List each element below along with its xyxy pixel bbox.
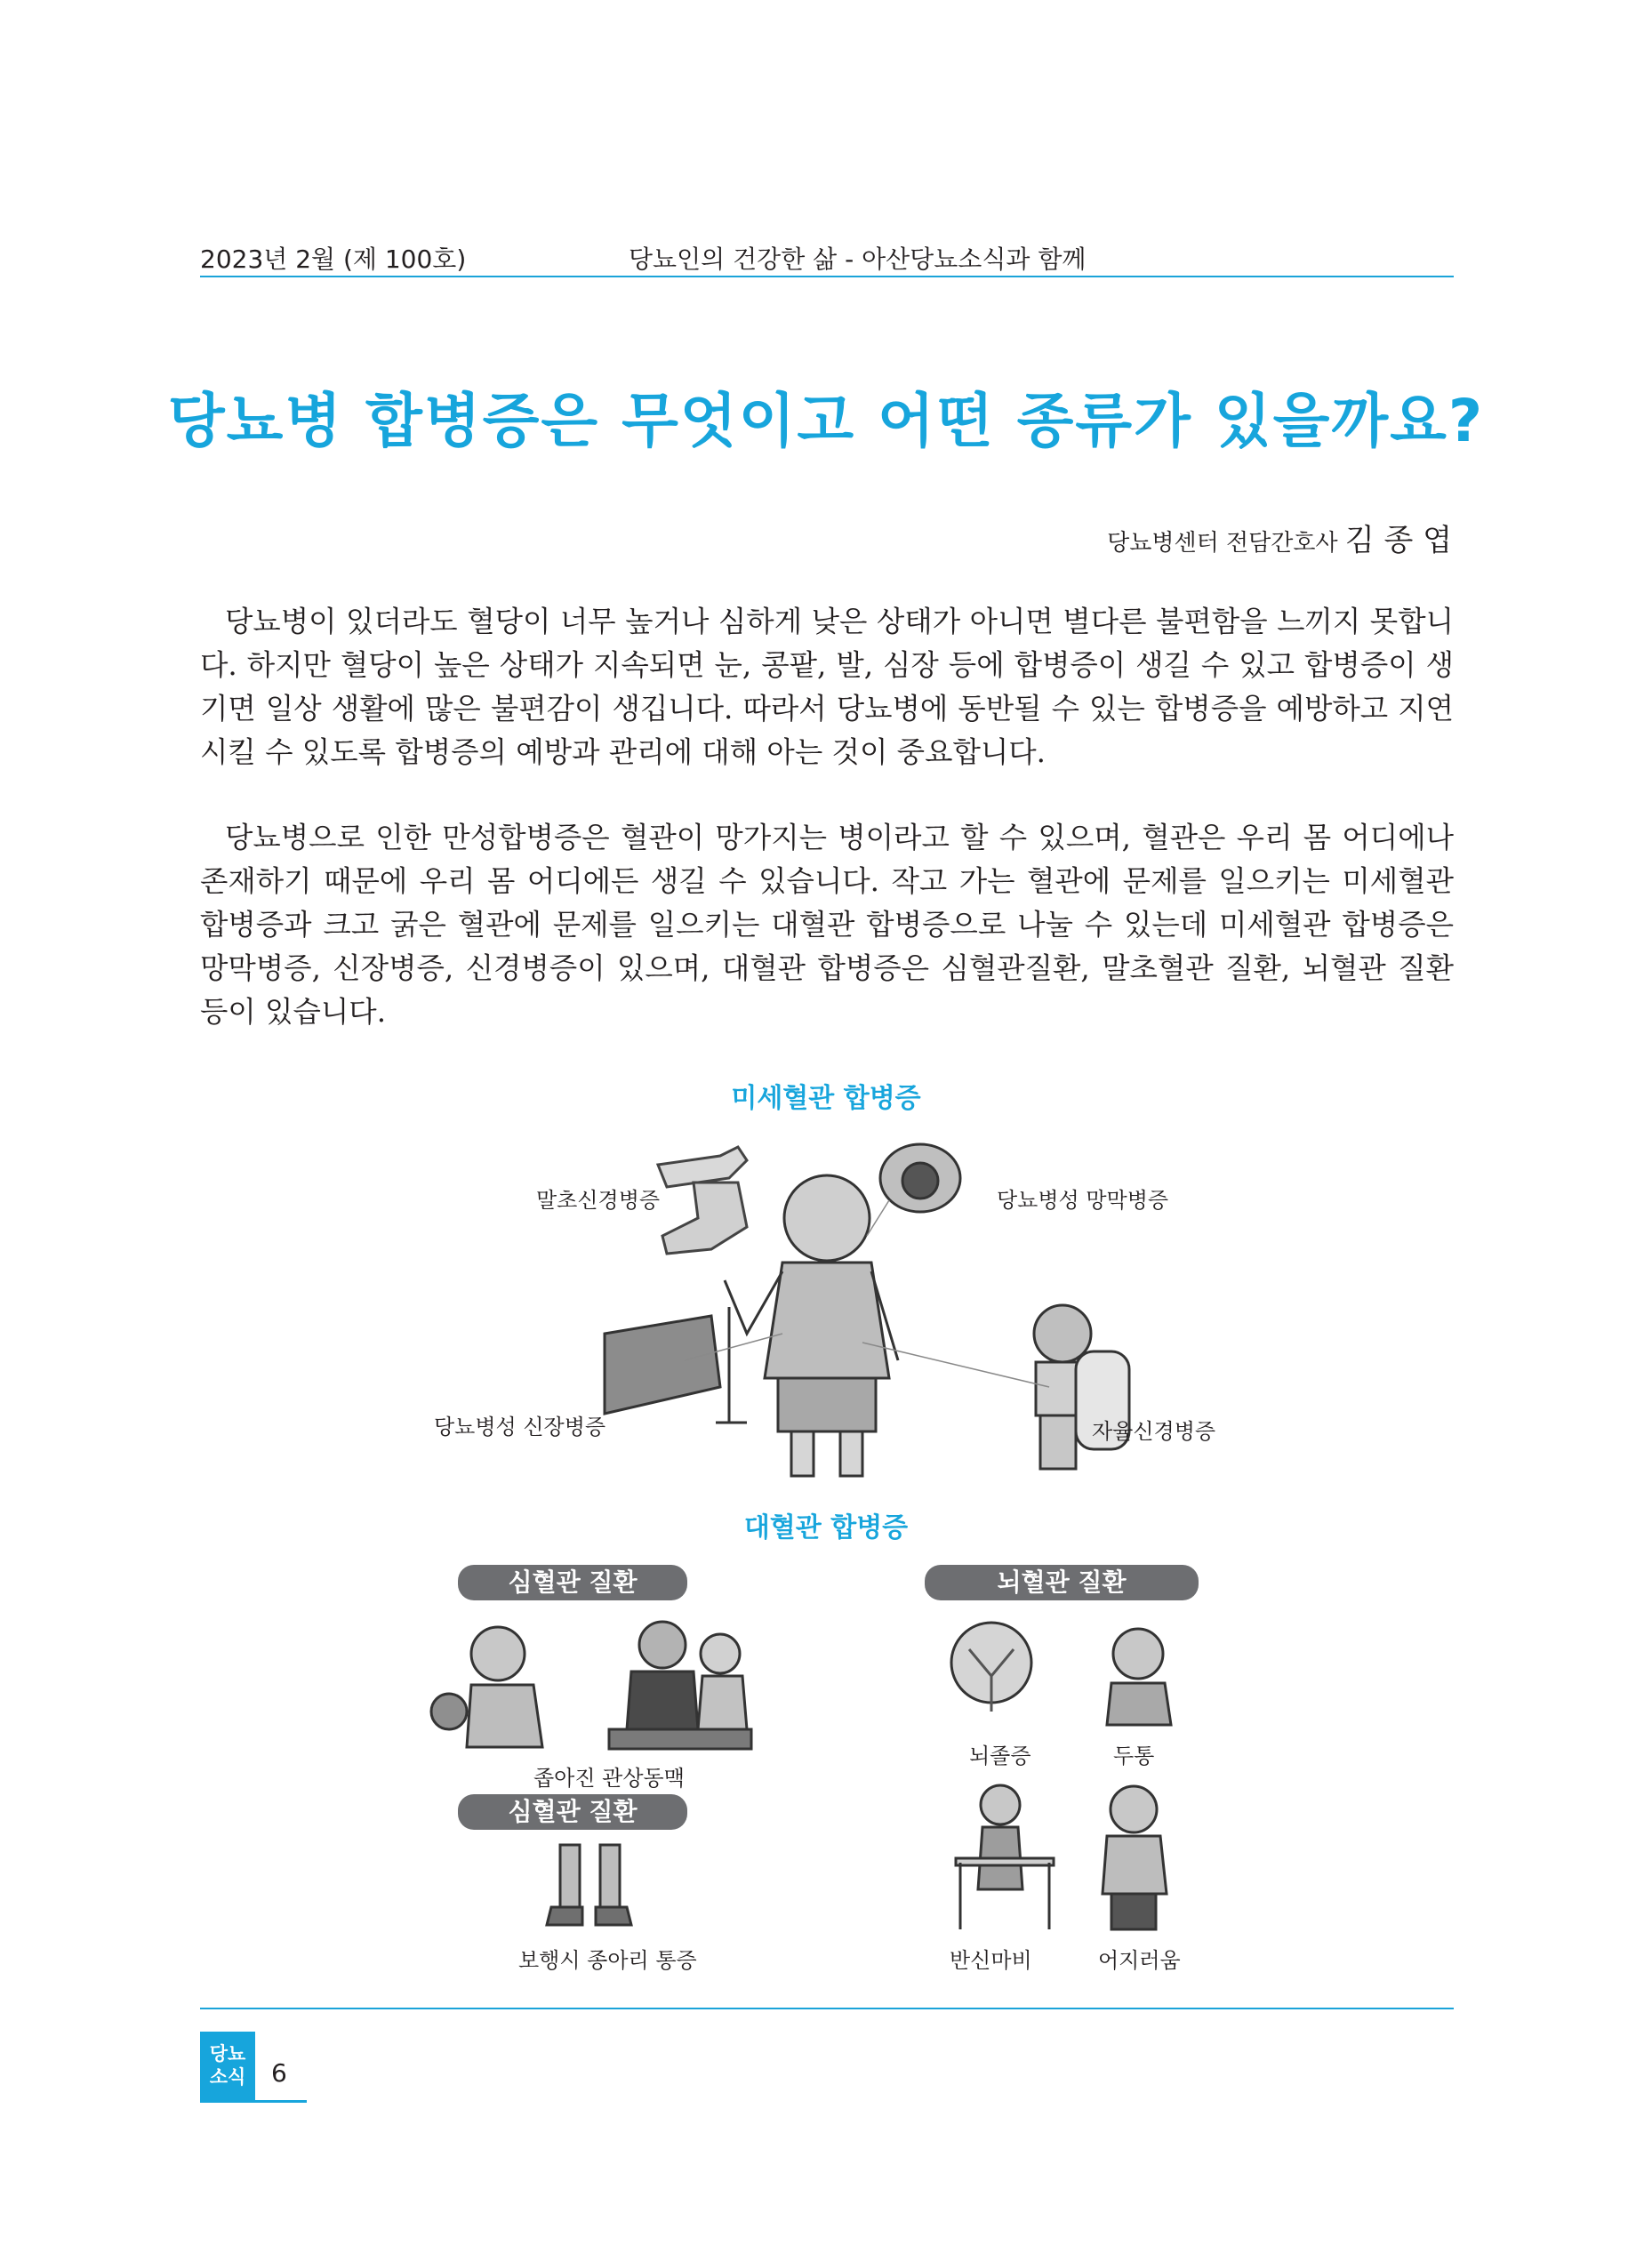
- author-role: 당뇨병센터 전담간호사: [1107, 530, 1338, 557]
- article-title: 당뇨병 합병증은 무엇이고 어떤 종류가 있을까요?: [167, 387, 1485, 455]
- footer-underline: [200, 2100, 307, 2103]
- label-nephropathy: 당뇨병성 신장병증: [434, 1415, 606, 1439]
- macro-heading: 대혈관 합병증: [743, 1512, 909, 1543]
- footer-badge: 당뇨 소식: [200, 2032, 255, 2101]
- label-headache: 두통: [1113, 1744, 1155, 1768]
- legs-illustration: [529, 1840, 654, 1938]
- label-dizziness: 어지러움: [1098, 1948, 1181, 1973]
- micro-heading: 미세혈관 합병증: [731, 1083, 921, 1114]
- label-autonomic: 자율신경병증: [1092, 1419, 1216, 1444]
- cardio-illustration: [427, 1614, 765, 1756]
- publication-title: 당뇨인의 건강한 삶 - 아산당뇨소식과 함께: [629, 245, 1087, 274]
- label-coronary: 좁아진 관상동맥: [533, 1766, 685, 1791]
- man-sketch: [725, 1175, 898, 1476]
- author-byline: [1107, 516, 1452, 559]
- label-hemiplegia: 반신마비: [950, 1948, 1032, 1973]
- cerebro-illustration-2: [934, 1778, 1200, 1934]
- eye-sketch: [880, 1144, 960, 1212]
- hand-sketch: [658, 1147, 747, 1187]
- author-name: 김 종 엽: [1344, 523, 1452, 558]
- foot-sketch: [662, 1183, 747, 1254]
- label-claudication: 보행시 종아리 통증: [518, 1948, 697, 1973]
- footer-rule: [200, 2008, 1454, 2009]
- issue-label: 2023년 2월 (제 100호): [200, 245, 467, 274]
- pill-cerebro: 뇌혈관 질환: [925, 1565, 1199, 1600]
- paragraph-2: 당뇨병으로 인한 만성합병증은 혈관이 망가지는 병이라고 할 수 있으며, 혈관은 우리 몸 어디에나 존재하기 때문에 우리 몸 어디에든 생길 수 있습니다. 작고 가는 혈관에 문제를 일으키는 미세혈관 합병증과 크고 굵은 혈관에 문제를 일으키는 대혈관 합병증으로 나눌 수 있는데 미세혈관 합병증은 망막병증, 신장병증, 신경병증이 있으며, 대혈관 합병증은 심혈관질환, 말초혈관 질환, 뇌혈관 질환 등이 있습니다.: [200, 821, 1454, 1029]
- label-retinopathy: 당뇨병성 망막병증: [997, 1188, 1169, 1213]
- pill-cardio-2: 심혈관 질환: [458, 1794, 687, 1830]
- page-number: 6: [271, 2058, 287, 2088]
- header-rule: [200, 276, 1454, 277]
- bed-sketch: [605, 1307, 747, 1423]
- pill-cardio-1: 심혈관 질환: [458, 1565, 687, 1600]
- paragraph-1: 당뇨병이 있더라도 혈당이 너무 높거나 심하게 낮은 상태가 아니면 별다른 불편함을 느끼지 못합니다. 하지만 혈당이 높은 상태가 지속되면 눈, 콩팥, 발, 심장 등에 합병증이 생길 수 있고 합병증이 생기면 일상 생활에 많은 불편감이 생깁니다. 따라서 당뇨병에 동반될 수 있는 합병증을 예방하고 지연시킬 수 있도록 합병증의 예방과 관리에 대해 아는 것이 중요합니다.: [200, 605, 1454, 769]
- cerebro-illustration: [938, 1614, 1196, 1729]
- label-stroke: 뇌졸증: [969, 1744, 1031, 1768]
- label-peripheral: 말초신경병증: [536, 1188, 661, 1213]
